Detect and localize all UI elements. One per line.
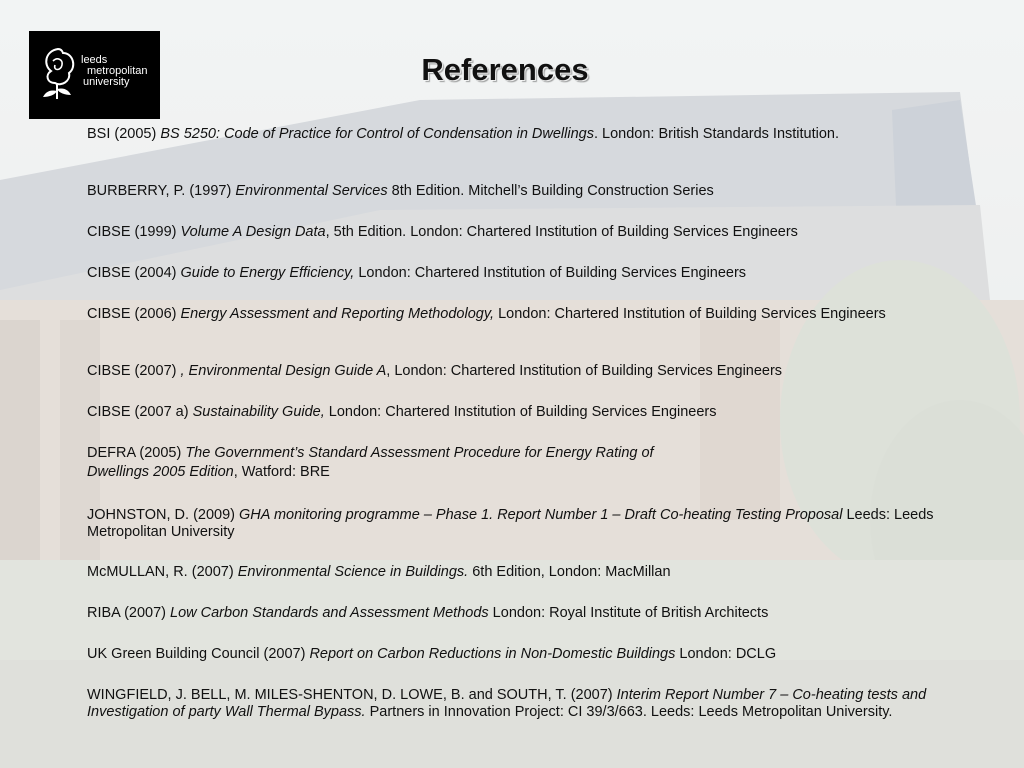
reference-item: WINGFIELD, J. BELL, M. MILES-SHENTON, D. LOWE, B. and SOUTH, T. (2007) Interim Report Number 7 – Co-heating tests and Investigation of party Wall Thermal Bypass. Partners in Innovation Project: CI 39/3/663. Leeds: Leeds Metropolitan University. [87, 687, 927, 720]
reference-item: BURBERRY, P. (1997) Environmental Services 8th Edition. Mitchell’s Building Construction Series [87, 183, 714, 199]
logo-line: university [83, 76, 130, 88]
reference-item: CIBSE (1999) Volume A Design Data, 5th Edition. London: Chartered Institution of Building Services Engineers [87, 224, 798, 240]
reference-item: BSI (2005) BS 5250: Code of Practice for Control of Condensation in Dwellings. London: British Standards Institution. [87, 126, 840, 142]
reference-item: DEFRA (2005) The Government’s Standard Assessment Procedure for Energy Rating of Dwellings 2005 Edition, Watford: BRE [87, 445, 654, 480]
reference-item: CIBSE (2007) , Environmental Design Guide A, London: Chartered Institution of Building Services Engineers [87, 363, 783, 379]
reference-item: CIBSE (2004) Guide to Energy Efficiency, London: Chartered Institution of Building Services Engineers [87, 265, 747, 281]
reference-item: CIBSE (2007 a) Sustainability Guide, London: Chartered Institution of Building Services Engineers [87, 404, 717, 420]
reference-item: CIBSE (2006) Energy Assessment and Reporting Methodology, London: Chartered Institution of Building Services Engineers [87, 306, 886, 322]
page-title: References [421, 52, 589, 87]
reference-item: UK Green Building Council (2007) Report on Carbon Reductions in Non-Domestic Buildings London: DCLG [87, 646, 777, 662]
reference-item: RIBA (2007) Low Carbon Standards and Assessment Methods London: Royal Institute of British Architects [87, 605, 769, 621]
reference-item: JOHNSTON, D. (2009) GHA monitoring programme – Phase 1. Report Number 1 – Draft Co-heating Testing Proposal Leeds: Leeds Metropolitan University [87, 507, 934, 540]
reference-item: McMULLAN, R. (2007) Environmental Science in Buildings. 6th Edition, London: MacMillan [87, 564, 671, 580]
logo-line: metropolitan [87, 65, 148, 77]
logo-line: leeds [81, 54, 108, 66]
